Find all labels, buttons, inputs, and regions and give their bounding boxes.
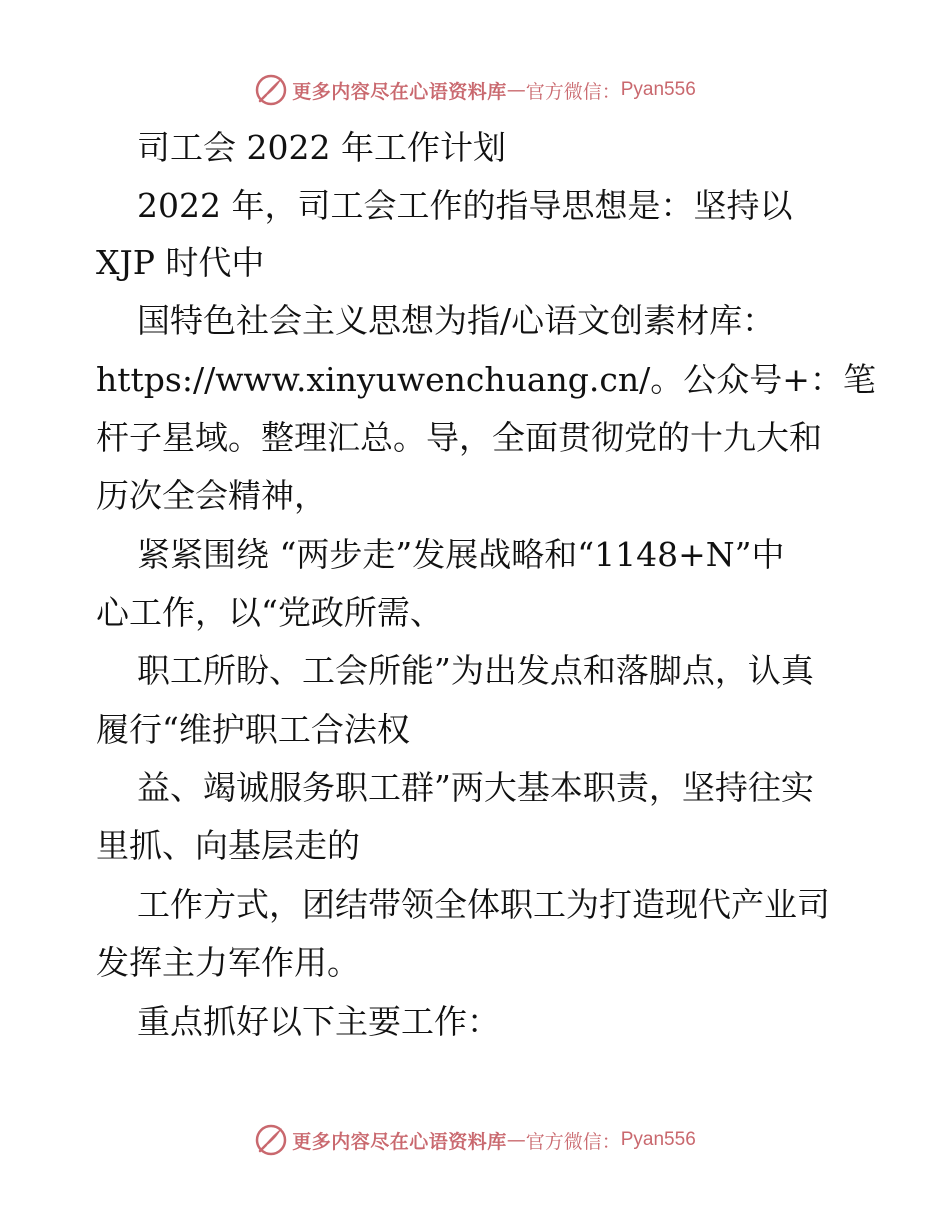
- paragraph-line: XJP 时代中: [96, 243, 265, 282]
- paragraph-line: 工作方式，团结带领全体职工为打造现代产业司: [137, 885, 830, 924]
- paragraph-line: 紧紧围绕 “两步走”发展战略和“1148+N”中: [137, 535, 785, 574]
- watermark-separator: —: [506, 1129, 526, 1151]
- watermark-separator: —: [506, 79, 526, 101]
- watermark-wechat-id: Pyan556: [620, 79, 696, 100]
- paragraph-line: 益、竭诚服务职工群”两大基本职责，坚持往实: [137, 768, 814, 807]
- paragraph-line: 国特色社会主义思想为指/心语文创素材库：: [137, 301, 776, 340]
- paragraph-line: 发挥主力军作用。: [96, 943, 360, 982]
- paragraph-line: 职工所盼、工会所能”为出发点和落脚点，认真: [137, 651, 814, 690]
- watermark-wechat-id: Pyan556: [620, 1129, 696, 1150]
- paragraph-line: https://www.xinyuwenchuang.cn/。公众号+：笔: [96, 360, 876, 399]
- paragraph-line: 心工作，以“党政所需、: [96, 593, 443, 632]
- footer-watermark: [0, 1120, 950, 1160]
- watermark-official-label: 官方微信：: [525, 80, 621, 103]
- quill-pen-logo-icon: [254, 1123, 288, 1157]
- document-title: 司工会 2022 年工作计划: [137, 128, 506, 167]
- paragraph-line: 履行“维护职工合法权: [96, 710, 410, 749]
- header-watermark: [0, 70, 950, 110]
- quill-pen-logo-icon: [254, 73, 288, 107]
- paragraph-line: 历次全会精神，: [96, 476, 327, 515]
- paragraph-line: 里抓、向基层走的: [96, 826, 360, 865]
- watermark-brand: 更多内容尽在心语资料库: [292, 80, 507, 103]
- paragraph-line: 重点抓好以下主要工作：: [137, 1002, 500, 1041]
- watermark-brand: 更多内容尽在心语资料库: [292, 1130, 507, 1153]
- paragraph-line: 杆子星域。整理汇总。导，全面贯彻党的十九大和: [96, 418, 822, 457]
- watermark-official-label: 官方微信：: [525, 1130, 621, 1153]
- paragraph-line: 2022 年，司工会工作的指导思想是：坚持以: [137, 186, 793, 225]
